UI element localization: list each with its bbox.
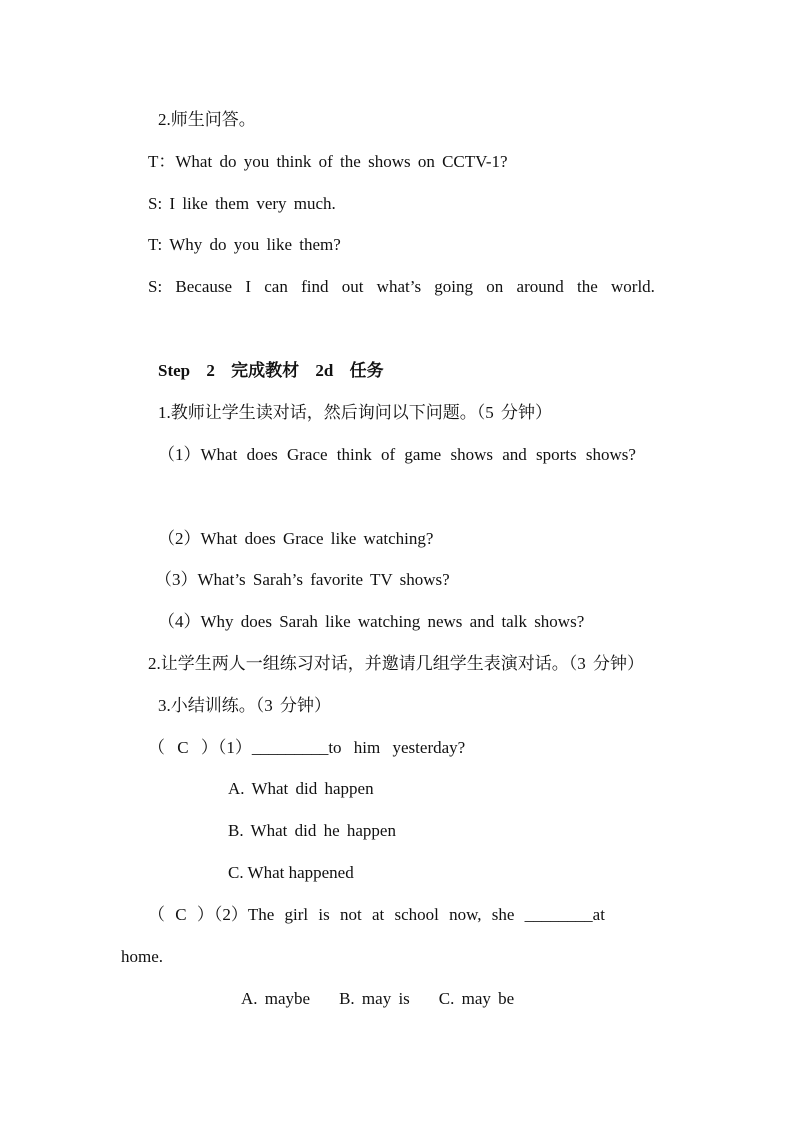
exercise-1-option-b: B. What did he happen (228, 821, 396, 840)
question-2: （2）What does Grace like watching? (158, 529, 434, 548)
dialogue-line-3: T: Why do you like them? (148, 235, 341, 254)
exercise-2-continuation: home. (121, 947, 164, 966)
dialogue-line-2: S: I like them very much. (148, 194, 336, 213)
question-3: （3）What’s Sarah’s favorite TV shows? (155, 570, 450, 589)
exercise-2-options: A. maybe B. may is C. may be (241, 989, 515, 1008)
dialogue-line-1: T：What do you think of the shows on CCTV-1? (148, 152, 508, 171)
question-4: （4）Why does Sarah like watching news and talk shows? (158, 612, 585, 631)
step-title: Step 2 完成教材 2d 任务 (158, 361, 384, 380)
exercise-1-option-a: A. What did happen (228, 779, 374, 798)
task-3: 3.小结训练。（3 分钟） (158, 696, 331, 715)
question-1: （1）What does Grace think of game shows and sports shows? (158, 445, 636, 464)
task-2: 2.让学生两人一组练习对话，并邀请几组学生表演对话。（3 分钟） (148, 654, 644, 673)
exercise-1-question: （ C ）（1）_________to him yesterday? (148, 738, 466, 757)
task-1: 1.教师让学生读对话，然后询问以下问题。（5 分钟） (158, 403, 552, 422)
exercise-2-question: （ C ）（2）The girl is not at school now, she ________at (148, 905, 605, 924)
exercise-1-option-c: C. What happened (228, 863, 354, 882)
section-heading: 2.师生问答。 (158, 110, 256, 129)
dialogue-line-4: S: Because I can find out what’s going on around the world. (148, 277, 655, 296)
